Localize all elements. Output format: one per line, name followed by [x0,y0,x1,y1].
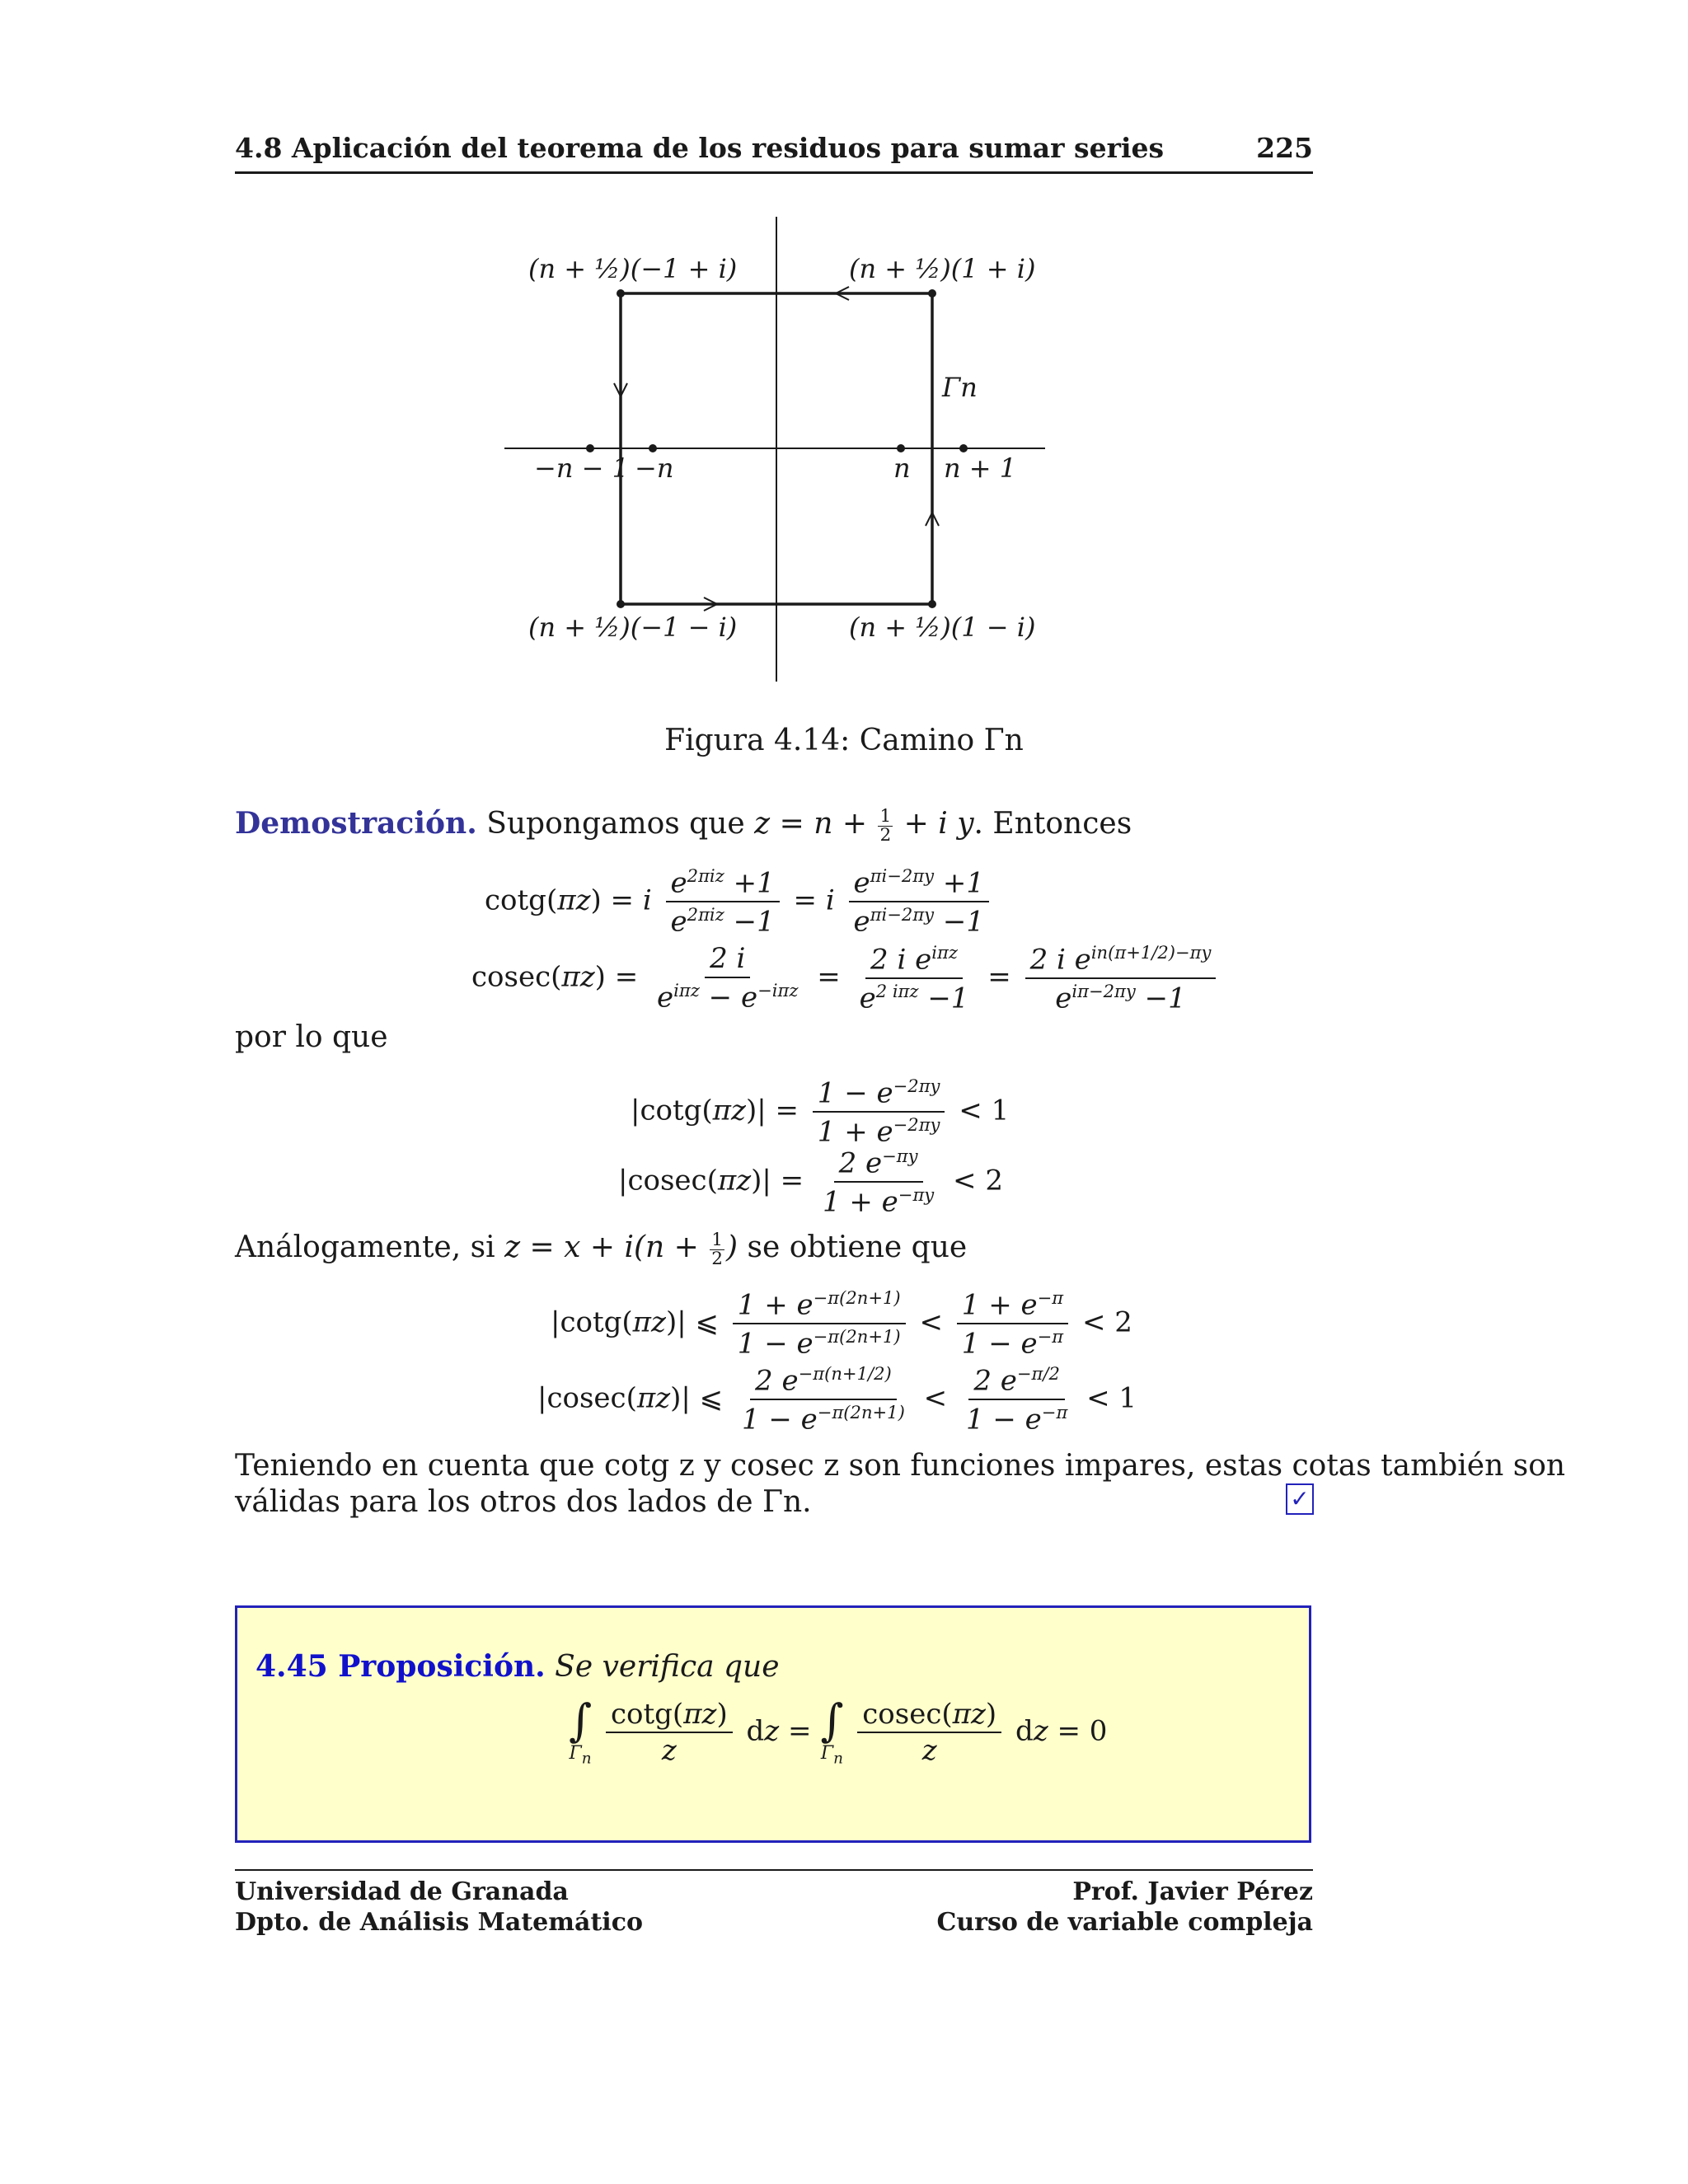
section-title: 4.8 Aplicación del teorema de los residuos para sumar series [235,132,1165,164]
corner-dot [617,289,625,298]
corner-dot [928,289,936,298]
point-neg-n [649,444,657,452]
contour-figure [495,210,1071,705]
label-n-plus-1: n + 1 [944,452,1017,484]
analog-text: Análogamente, si [235,1230,495,1264]
page-number: 225 [1256,132,1313,164]
proof-then: . Entonces [973,807,1132,841]
proof-intro-text: Supongamos que [486,807,745,841]
proof-intro: Demostración. Supongamos que z = n + $\frac{1}{2}$ + i y. Entonces [235,805,1132,846]
inequality-cotg: |cotg(πz)| = $\frac{1 - e^{-2\pi y}}{1 + e^{-2\pi y}}$ < 1 [631,1076,1010,1149]
figure-caption: Figura 4.14: Camino Γn [664,724,1024,757]
por-lo-que: por lo que [235,1020,388,1054]
label-neg-n-minus-1: −n − 1 [534,452,629,484]
label-bottom-right: (n + ½)(1 − i) [849,612,1036,643]
analog-line: Análogamente, si z = x + i(n + $\frac{1}{2}$ ) se obtiene que [235,1229,968,1269]
label-bottom-left: (n + ½)(−1 − i) [528,612,738,643]
footer-left-1: Universidad de Granada [235,1877,569,1906]
label-n: n [893,452,911,484]
point-n [897,444,905,452]
label-gamma: Γn [942,372,978,403]
corner-dot [928,600,936,608]
analog-end: se obtiene que [747,1230,968,1264]
point-n-plus-1 [959,444,968,452]
equation-cosec: cosec(πz) = $\frac{2 i}{e^{i\pi z} - e^{-i\pi z}}$ = $\frac{2 i e^{i\pi z}}{e^{2 i\pi z} -1}$ = $\frac{2 i e^{in(\pi+1/2)-\pi y}}{e^{i\pi-2\pi y} -1}$ [471,944,1221,1014]
point-neg-n-minus-1 [586,444,594,452]
running-header [235,130,1313,174]
corner-dot [617,600,625,608]
proposition-heading [256,1649,780,1684]
closing-line-1: Teniendo en cuenta que cotg z y cosec z son funciones impares, estas cotas también son [235,1449,1566,1483]
closing-line-2: válidas para los otros dos lados de Γn. [235,1485,812,1519]
proposition-title: 4.45 Proposición. [256,1649,546,1684]
inequality-cotg-horizontal: |cotg(πz)| ⩽ $\frac{1 + e^{-\pi(2n+1)}}{1 - e^{-\pi(2n+1)}}$ < $\frac{1 + e^{-\pi}}{1 - e^{-\pi}}$ < 2 [551,1287,1132,1361]
footer-rule [235,1869,1313,1871]
inequality-cosec-horizontal: |cosec(πz)| ⩽ $\frac{2 e^{-\pi(n+1/2)}}{1 - e^{-\pi(2n+1)}}$ < $\frac{2 e^{-\pi/2}}{1 - e^{-\pi}}$ < 1 [537,1363,1137,1436]
label-neg-n: −n [635,452,674,484]
inequality-cosec: |cosec(πz)| = $\frac{2 e^{-\pi y}}{1 + e^{-\pi y}}$ < 2 [618,1146,1003,1219]
footer-left-2: Dpto. de Análisis Matemático [235,1908,643,1937]
proposition-statement: Se verifica que [555,1650,780,1684]
label-top-right: (n + ½)(1 + i) [849,253,1036,284]
footer-right-2: Curso de variable compleja [936,1908,1313,1937]
proof-label: Demostración. [235,806,477,841]
qed-box: ✓ [1286,1483,1314,1515]
proposition-equation: ∫ $\Gamma_n$ $\frac{\cot g(\pi z)}{z}$ dz = ∫ $\Gamma_n$ $\frac{cosec(\pi z)}{z}$ dz = 0 [569,1694,1108,1768]
equation-cotg: cotg(πz) = i $\frac{e^{2\pi iz} +1}{e^{2\pi iz} -1}$ = i $\frac{e^{\pi i-2\pi y} +1}{e^{\pi i-2\pi y} -1}$ [485,867,994,937]
label-top-left: (n + ½)(−1 + i) [528,253,738,284]
proposition-box [235,1605,1311,1843]
footer-right-1: Prof. Javier Pérez [1072,1877,1313,1906]
